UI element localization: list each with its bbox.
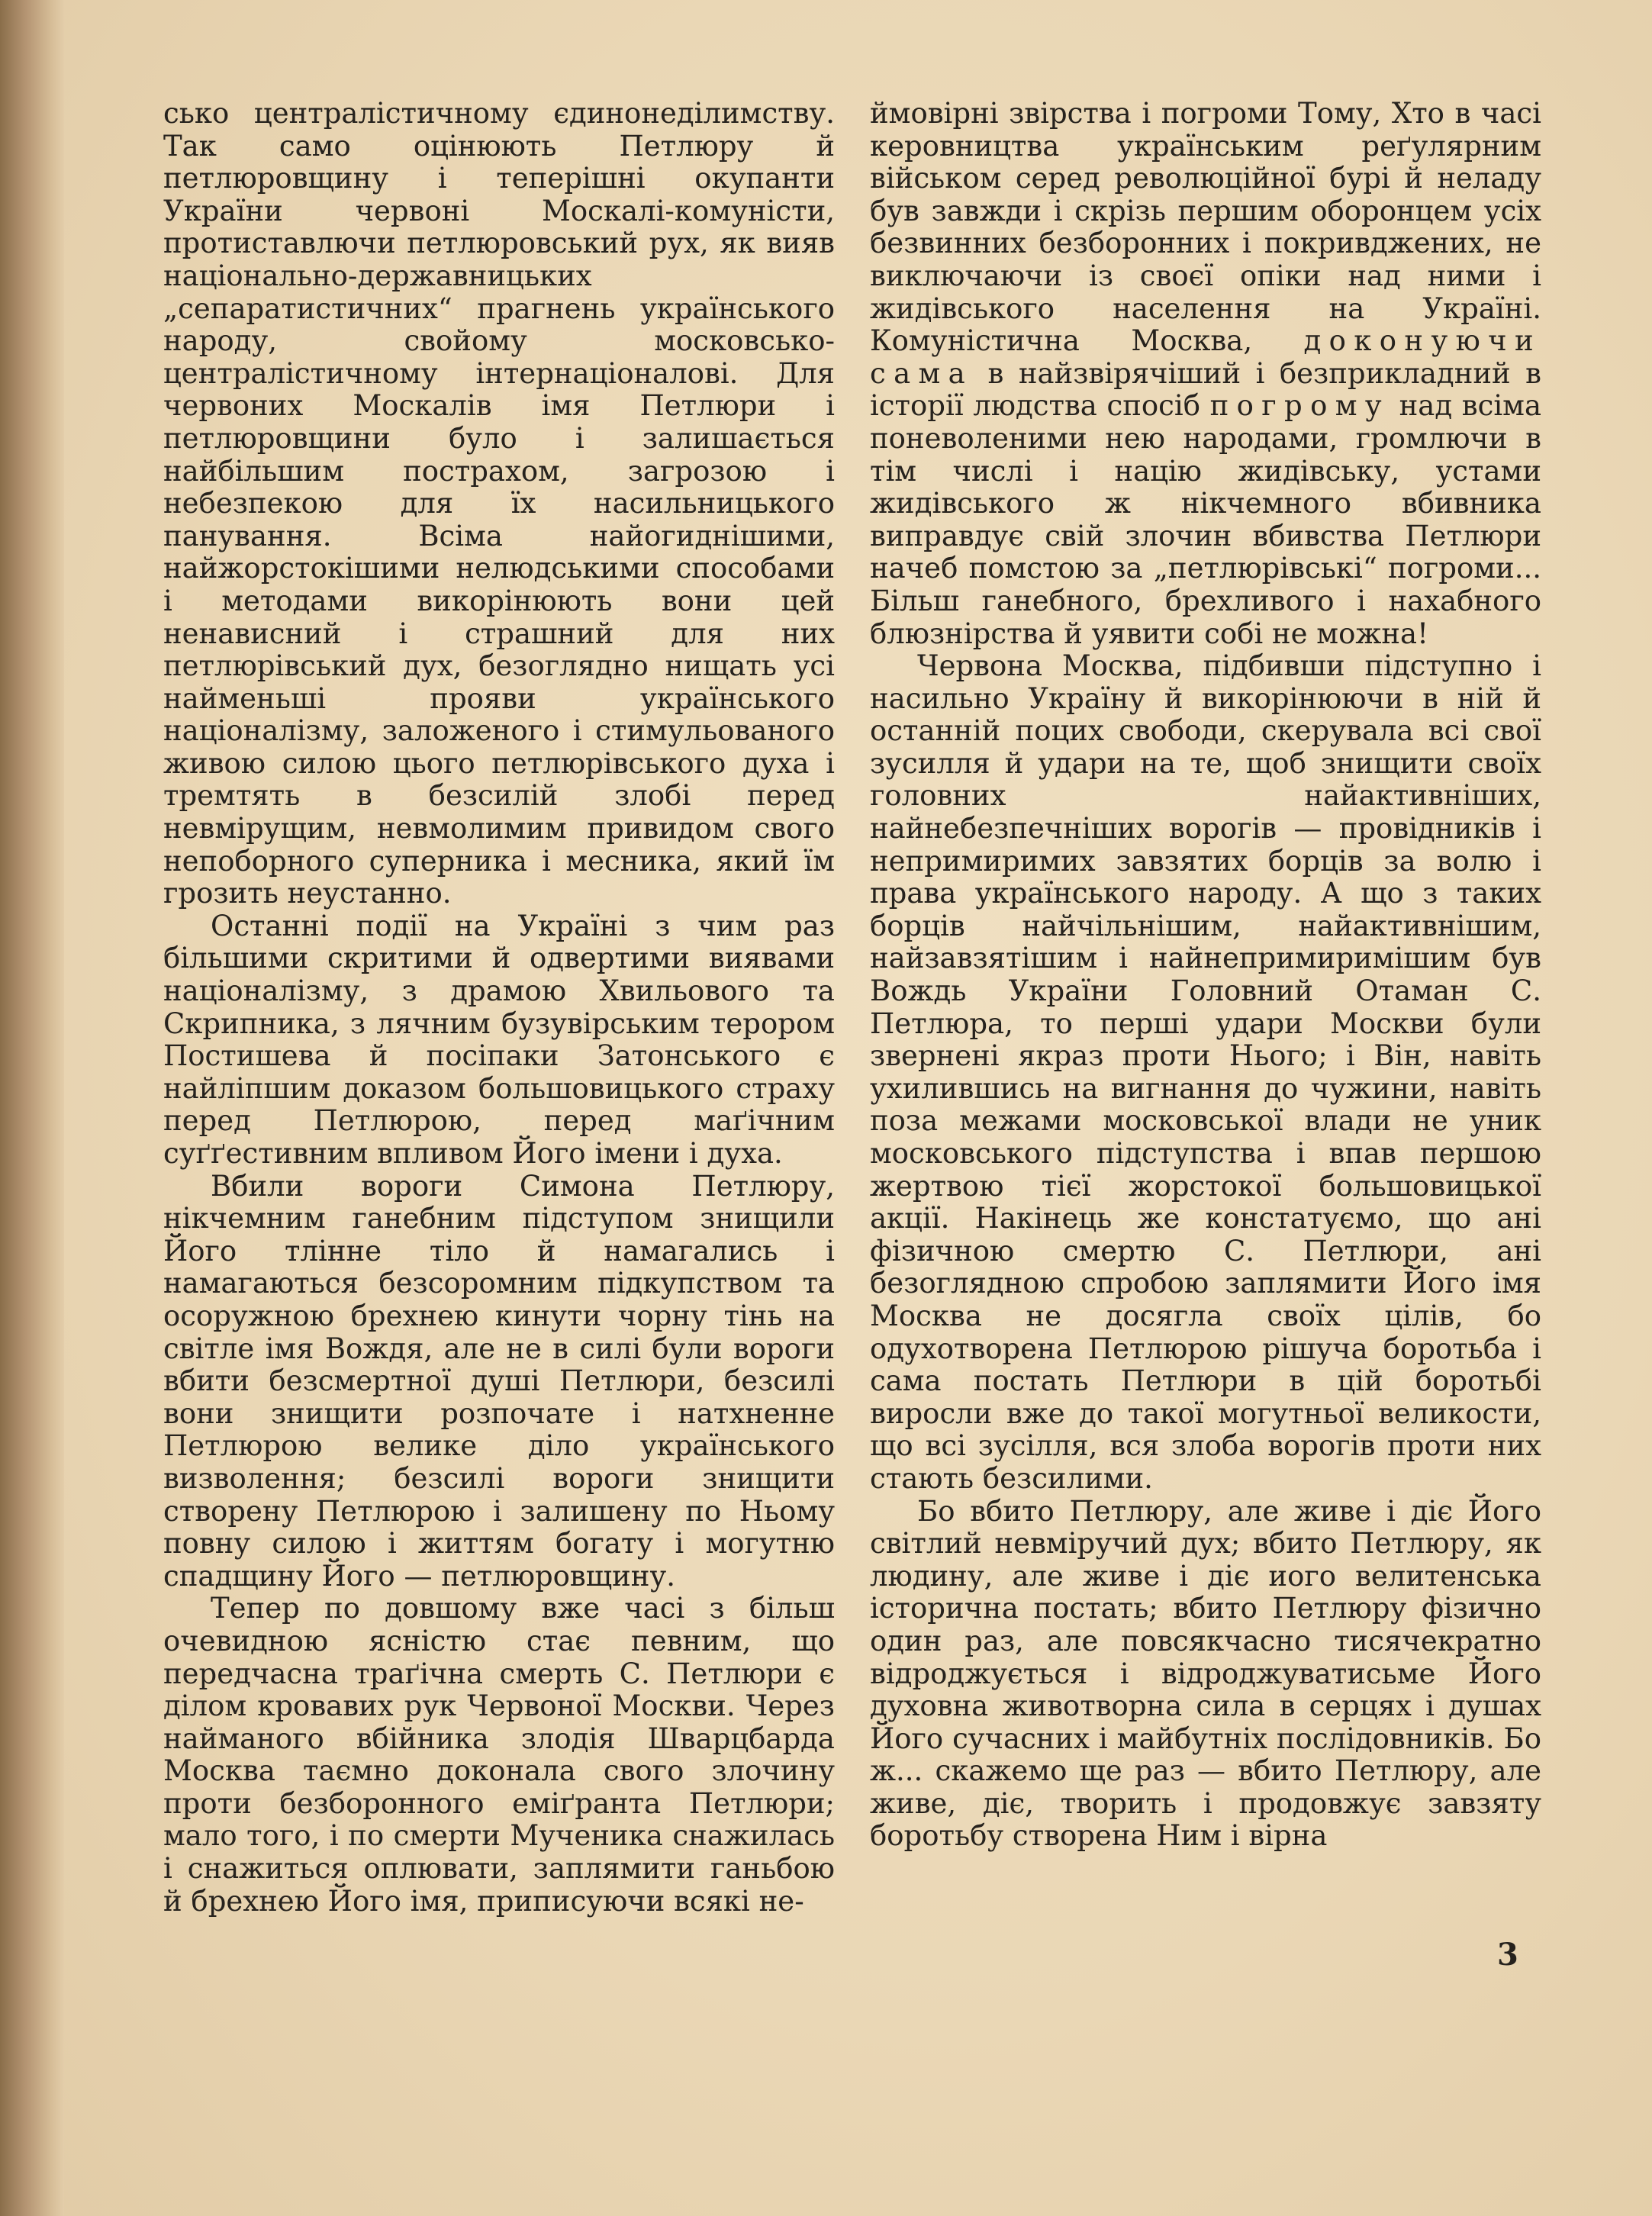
left-paragraph-1: сько централістичному єдинонеділимству. Так само оцінюють Петлюру й петлюровщину і теперішні окупанти України червоні Москалі-комуністи, протиставлючи петлюровський рух, як вияв національно-державницьких „сепаратистичних“ прагнень українського народу, свойому московсько-централістичному інтернаціоналові. Для червоних Москалів імя Петлюри і петлюровщини було і залишається найбільшим пострахом, загрозою і небезпекою для їх насильницького панування. Всіма найогиднішими, найжорстокішими нелюдськими способами і методами викорінюють вони цей ненависний і страшний для них петлюрівський дух, безоглядно нищать усі найменьші прояви українського націоналізму, заложеного і стимульованого живою силою цього петлюрівського духа і тремтять в безсилій злобі перед невмірущим, невмолимим привидом свого непоборного суперника і месника, який їм грозить неустанно.: [163, 97, 835, 910]
right-paragraph-1: [870, 98, 1541, 650]
right-column: [870, 98, 1541, 1853]
right-p1-part-b: в найзвірячіший і безприкладний в історії людства спосіб: [870, 356, 1542, 423]
left-column: [163, 98, 835, 1918]
right-p1-part-c: над всіма поневоленими нею народами, громлючи в тім числі і націю жидівську, устами жидівського ж нікчемного вбивника виправдує свій злочин вбивства Петлюри начеб помстою за „петлюрівські“ погроми... Більш ганебного, брехливого і нахабного блюзнірства й уявити собі не можна!: [870, 389, 1542, 650]
right-paragraph-2: Червона Москва, підбивши підступно і насильно Україну й викорінюючи в ній й останній поцих свободи, скерувала всі свої зусилля й удари на те, щоб знищити своїх головних найактивніших, найнебезпечніших ворогів — провідників і непримиримих завзятих борців за волю і права українського народу. А що з таких борців найчільнішим, найактивнішим, найзавзятішим і найнепримиримішим був Вождь України Головний Отаман С. Петлюра, то перші удари Москви були звернені якраз проти Нього; і Він, навіть ухилившись на вигнання до чужини, навіть поза межами московської влади не уник московського підступства і впав першою жертвою тієї жорстокої большовицької акції. Накінець же констатуємо, що ані фізичною смертю С. Петлюри, ані безоглядною спробою заплямити Його імя Москва не досягла своїх цілів, бо одухотворена Петлюрою рішуча боротьба і сама постать Петлюри в цій боротьбі виросли вже до такої могутньої великости, що всі зусілля, вся злоба ворогів проти них стають безсилими.: [870, 649, 1541, 1495]
book-binding-edge: [0, 0, 64, 2216]
right-p1-spaced-emphasis-2: погрому: [1209, 389, 1390, 423]
left-paragraph-2: Останні події на Україні з чим раз більшими скритими й одвертими виявами націоналізму, з драмою Хвильового та Скрипника, з лячним бузувірським терором Постишева й посіпаки Затонського є найліпшим доказом большовицького страху перед Петлюрою, перед маґічним суґґестивним впливом Його імени і духа.: [163, 909, 835, 1170]
left-paragraph-4: Тепер по довшому вже часі з більш очевидною ясністю стає певним, що передчасна траґічна смерть С. Петлюри є ділом кровавих рук Червоної Москви. Через найманого вбійника злодія Шварцбарда Москва таємно доконала свого злочину проти безборонного еміґранта Петлюри; мало того, і по смерти Мученика снажилась і снажиться оплювати, заплямити ганьбою й брехнею Його імя, приписуючи всякі не-: [163, 1592, 835, 1918]
left-paragraph-3: Вбили вороги Симона Петлюру, нікчемним ганебним підступом знищили Його тлінне тіло й намагались і намагаються безсоромним підкупством та осоружною брехнею кинути чорну тінь на світле імя Вождя, але не в силі були вороги вбити безсмертної душі Петлюри, безсилі вони знищити розпочате і натхненне Петлюрою велике діло українського визволення; безсилі вороги знищити створену Петлюрою і залишену по Ньому повну силою і життям богату і могутню спадщину Його — петлюровщину.: [163, 1169, 835, 1593]
page-number: 3: [1497, 1937, 1518, 1973]
right-p1-part-a: ймовірні звірства і погроми Тому, Хто в часі керовництва українським реґулярним військом серед революційної бурі й неладу був завжди і скрізь першим оборонцем усіх безвинних безборонних і покривджених, не виключаючи із своєї опіки над ними і жидівського населення на Україні. Комуністична Москва,: [870, 97, 1541, 358]
right-paragraph-3: Бо вбито Петлюру, але живе і діє Його світлий невміручий дух; вбито Петлюру, як людину, але живе і діє иого велитенська історична постать; вбито Петлюру фізично один раз, але повсякчасно тисячекратно відроджується і відроджуватисьме Його духовна животворна сила в серцях і душах Його сучасних і майбутніх послідовників. Бо ж... скажемо ще раз — вбито Петлюру, але живе, діє, творить і продовжує завзяту боротьбу створена Ним і вірна: [870, 1494, 1541, 1853]
right-p1-spaced-emphasis-1: доконуючи сама: [870, 324, 1541, 390]
